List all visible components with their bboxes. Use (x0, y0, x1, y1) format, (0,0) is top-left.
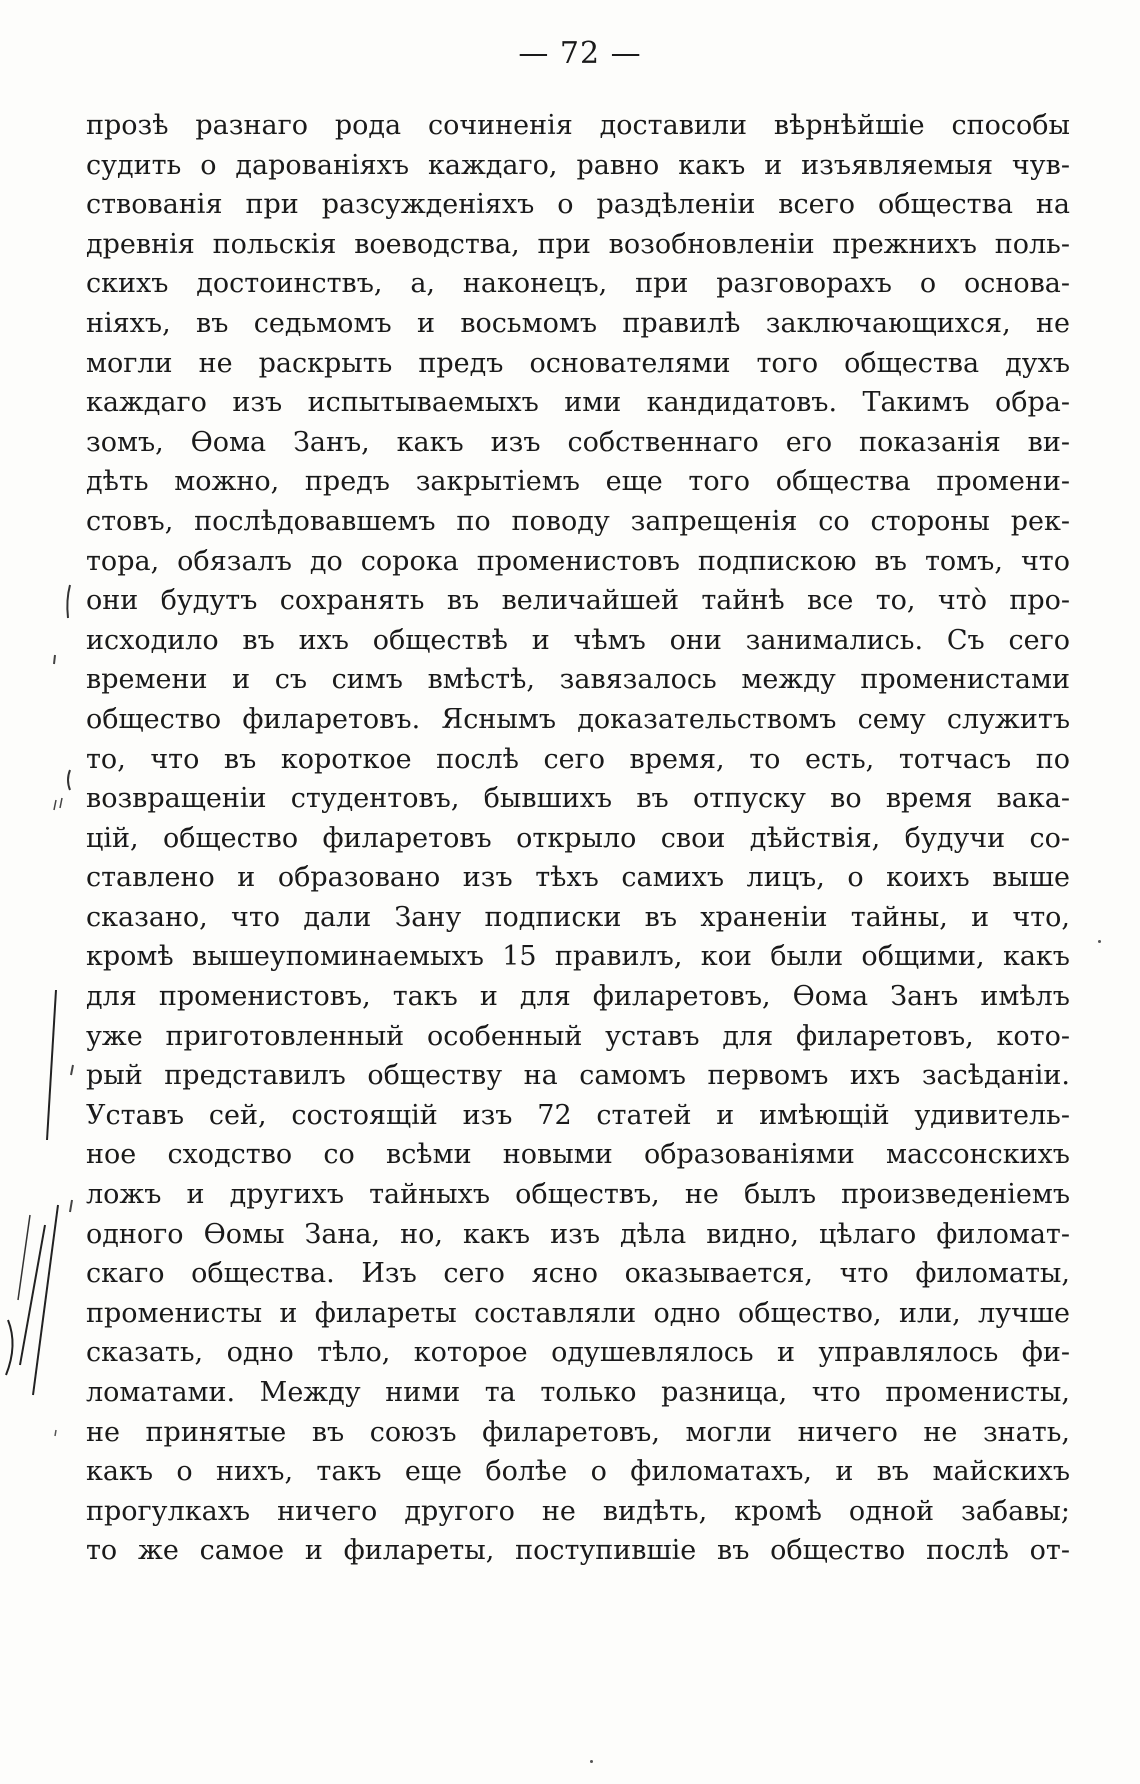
text-line: одного Ѳомы Зана, но, какъ изъ дѣла видно, цѣлаго филомат- (86, 1218, 1070, 1250)
margin-mark-tick (70, 1200, 72, 1212)
margin-mark-tick (71, 1065, 73, 1075)
text-line: исходило въ ихъ обществѣ и чѣмъ они занимались. Съ сего (86, 624, 1070, 656)
text-line: прозѣ разнаго рода сочиненія доставили вѣрнѣйшіе способы (86, 110, 1070, 141)
text-line: сказано, что дали Зану подписки въ храненіи тайны, и что, (86, 901, 1070, 933)
text-line: не принятые въ союзъ филаретовъ, могли ничего не знать, (86, 1416, 1070, 1448)
text-line: стовъ, послѣдовавшемъ по поводу запрещенія со стороны рек- (86, 505, 1070, 537)
margin-mark-line (33, 1205, 58, 1395)
text-line: ствованія при разсужденіяхъ о раздѣленіи всего общества на (86, 189, 1070, 221)
text-line: прогулкахъ ничего другого не видѣть, кромѣ одной забавы; (86, 1495, 1070, 1527)
text-line: то же самое и филареты, поступившіе въ общество послѣ от- (86, 1535, 1070, 1567)
text-line: ставлено и образовано изъ тѣхъ самихъ лицъ, о коихъ выше (86, 862, 1070, 894)
text-line: зомъ, Ѳома Занъ, какъ изъ собственнаго его показанія ви- (86, 426, 1070, 458)
margin-mark-line (47, 990, 56, 1140)
margin-mark-tick (54, 655, 55, 664)
text-line: судить о дарованіяхъ каждаго, равно какъ и изъявляемыя чув- (86, 149, 1070, 181)
text-line: могли не раскрыть предъ основателями того общества духъ (86, 347, 1070, 379)
text-line: променисты и филареты составляли одно общество, или, лучше (86, 1297, 1070, 1329)
text-line: кромѣ вышеупоминаемыхъ 15 правилъ, кои были общими, какъ (86, 941, 1070, 973)
stray-mark (1098, 940, 1101, 943)
text-line: скаго общества. Изъ сего ясно оказывается, что филоматы, (86, 1258, 1070, 1290)
margin-mark-tick (55, 1430, 56, 1436)
text-line: каждаго изъ испытываемыхъ ими кандидатовъ. Такимъ обра- (86, 387, 1070, 419)
text-line: Уставъ сей, состоящій изъ 72 статей и имѣющій удивитель- (86, 1099, 1070, 1131)
text-line: тора, обязалъ до сорока променистовъ подпискою въ томъ, что (86, 545, 1070, 577)
text-line: ное сходство со всѣми новыми образованіями массонскихъ (86, 1139, 1070, 1171)
text-line: они будутъ сохранять въ величайшей тайнѣ все то, что̀ про- (86, 585, 1070, 617)
stray-mark (590, 1760, 593, 1763)
text-line: дѣть можно, предъ закрытіемъ еще того общества промени- (86, 466, 1070, 498)
text-line: сказать, одно тѣло, которое одушевлялось и управлялось фи- (86, 1337, 1070, 1369)
text-line: то, что въ короткое послѣ сего время, то есть, тотчасъ по (86, 743, 1070, 775)
text-line: ложъ и другихъ тайныхъ обществъ, не былъ произведеніемъ (86, 1179, 1070, 1211)
text-line: возвращеніи студентовъ, бывшихъ въ отпуску во время вака- (86, 783, 1070, 815)
body-text (86, 106, 1070, 1571)
margin-mark-tick (54, 798, 62, 810)
text-line: древнія польскія воеводства, при возобновленіи прежнихъ поль- (86, 228, 1070, 260)
margin-mark-bracket (67, 585, 70, 618)
text-line: уже приготовленный особенный уставъ для филаретовъ, кото- (86, 1020, 1070, 1052)
text-line: ніяхъ, въ седьмомъ и восьмомъ правилѣ заключающихся, не (86, 307, 1070, 339)
text-line: времени и съ симъ вмѣстѣ, завязалось между променистами (86, 664, 1070, 696)
text-line: цій, общество филаретовъ открыло свои дѣйствія, будучи со- (86, 822, 1070, 854)
text-line: скихъ достоинствъ, а, наконецъ, при разговорахъ о основа- (86, 268, 1070, 300)
margin-annotations (0, 0, 90, 1784)
margin-mark-bracket (6, 1320, 13, 1375)
text-line: для променистовъ, такъ и для филаретовъ, Ѳома Занъ имѣлъ (86, 981, 1070, 1013)
margin-mark-tick (68, 770, 70, 790)
text-line: ломатами. Между ними та только разница, что променисты, (86, 1377, 1070, 1408)
page-number: — 72 — (518, 36, 642, 71)
text-line: рый представилъ обществу на самомъ первомъ ихъ засѣданіи. (86, 1060, 1070, 1092)
text-line: общество филаретовъ. Яснымъ доказательствомъ сему служитъ (86, 703, 1070, 735)
margin-mark-line (20, 1225, 45, 1365)
margin-mark-line (18, 1215, 30, 1300)
text-line: какъ о нихъ, такъ еще болѣе о филоматахъ, и въ майскихъ (86, 1456, 1070, 1488)
